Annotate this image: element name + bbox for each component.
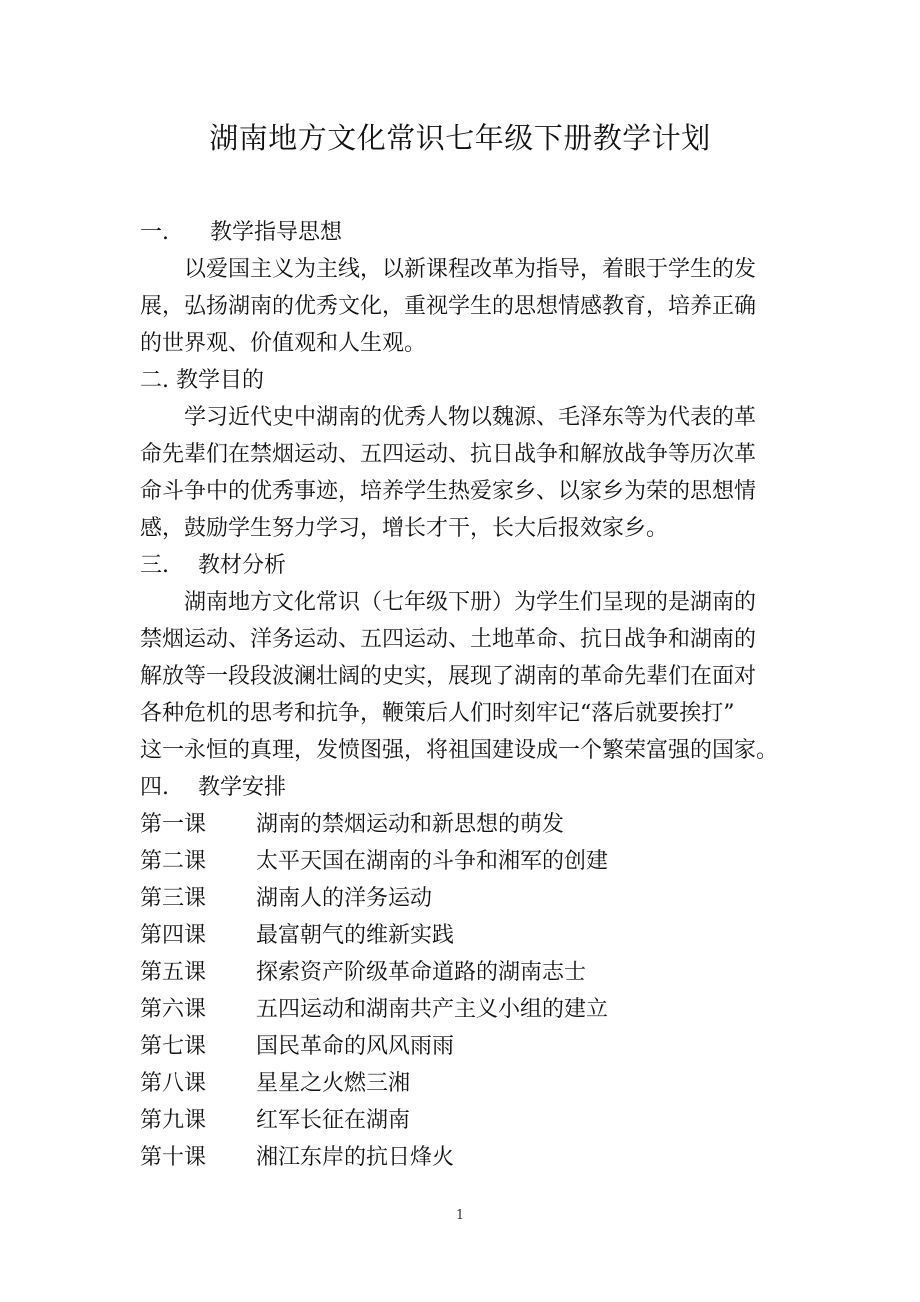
lesson-title: 星星之火燃三湘 xyxy=(256,1071,411,1096)
lesson-title: 红军长征在湖南 xyxy=(256,1108,411,1133)
paragraph-line: 湖南地方文化常识（七年级下册）为学生们呈现的是湖南的 xyxy=(184,590,757,615)
lesson-number: 第一课 xyxy=(140,812,207,837)
lesson-number: 第十课 xyxy=(140,1145,207,1170)
lesson-title: 最富朝气的维新实践 xyxy=(256,923,455,948)
lesson-number: 第六课 xyxy=(140,997,207,1022)
section-teaching-objectives xyxy=(140,362,785,547)
section-guiding-ideology xyxy=(140,214,785,362)
lesson-item xyxy=(140,1065,785,1102)
lesson-item xyxy=(140,917,785,954)
lesson-title: 太平天国在湖南的斗争和湘军的创建 xyxy=(256,849,609,874)
paragraph-line: 以爱国主义为主线，以新课程改革为指导，着眼于学生的发 xyxy=(184,257,757,282)
section-number: 一. xyxy=(140,220,169,245)
section-textbook-analysis xyxy=(140,547,785,769)
section-title: 教学安排 xyxy=(198,775,287,800)
lesson-item xyxy=(140,1139,785,1176)
lesson-title: 国民革命的风风雨雨 xyxy=(256,1034,455,1059)
document-title: 湖南地方文化常识七年级下册教学计划 xyxy=(209,121,711,155)
lesson-item xyxy=(140,1102,785,1139)
lesson-number: 第九课 xyxy=(140,1108,207,1133)
lesson-number: 第八课 xyxy=(140,1071,207,1096)
paragraph-line: 各种危机的思考和抗争，鞭策后人们时刻牢记“落后就要挨打” xyxy=(140,701,735,726)
lesson-item xyxy=(140,954,785,991)
paragraph-line: 命先辈们在禁烟运动、五四运动、抗日战争和解放战争等历次革 xyxy=(140,442,757,467)
lesson-number: 第五课 xyxy=(140,960,207,985)
paragraph-line: 的世界观、价值观和人生观。 xyxy=(140,331,427,356)
lesson-item xyxy=(140,806,785,843)
paragraph-line: 学习近代史中湖南的优秀人物以魏源、毛泽东等为代表的革 xyxy=(184,405,757,430)
page-number: 1 xyxy=(455,1208,465,1223)
lesson-item xyxy=(140,843,785,880)
lesson-item xyxy=(140,1028,785,1065)
lesson-title: 五四运动和湖南共产主义小组的建立 xyxy=(256,997,609,1022)
section-heading xyxy=(140,769,785,806)
section-title: 教学指导思想 xyxy=(210,220,343,245)
lesson-number: 第二课 xyxy=(140,849,207,874)
section-number: 三. xyxy=(140,553,169,578)
paragraph-line: 命斗争中的优秀事迹，培养学生热爱家乡、以家乡为荣的思想情 xyxy=(140,479,757,504)
lesson-title: 探索资产阶级革命道路的湖南志士 xyxy=(256,960,587,985)
section-teaching-schedule xyxy=(140,769,785,1176)
paragraph-line: 这一永恒的真理，发愤图强，将祖国建设成一个繁荣富强的国家。 xyxy=(140,738,779,763)
section-heading xyxy=(140,547,785,584)
lesson-item xyxy=(140,991,785,1028)
lesson-title: 湖南的禁烟运动和新思想的萌发 xyxy=(256,812,565,837)
paragraph-line: 禁烟运动、洋务运动、五四运动、土地革命、抗日战争和湖南的 xyxy=(140,627,757,652)
section-title: 教材分析 xyxy=(198,553,287,578)
paragraph-line: 展，弘扬湖南的优秀文化，重视学生的思想情感教育，培养正确 xyxy=(140,294,757,319)
lesson-title: 湖南人的洋务运动 xyxy=(256,886,433,911)
lesson-title: 湘江东岸的抗日烽火 xyxy=(256,1145,455,1170)
paragraph-line: 解放等一段段波澜壮阔的史实，展现了湖南的革命先辈们在面对 xyxy=(140,664,757,689)
lesson-number: 第三课 xyxy=(140,886,207,911)
section-number: 四. xyxy=(140,775,169,800)
section-heading xyxy=(140,214,785,251)
section-heading xyxy=(140,362,785,399)
section-title: 教学目的 xyxy=(176,368,265,393)
paragraph-line: 感，鼓励学生努力学习，增长才干，长大后报效家乡。 xyxy=(140,516,669,541)
lesson-item xyxy=(140,880,785,917)
lesson-number: 第七课 xyxy=(140,1034,207,1059)
lesson-number: 第四课 xyxy=(140,923,207,948)
section-number: 二. xyxy=(140,368,169,393)
